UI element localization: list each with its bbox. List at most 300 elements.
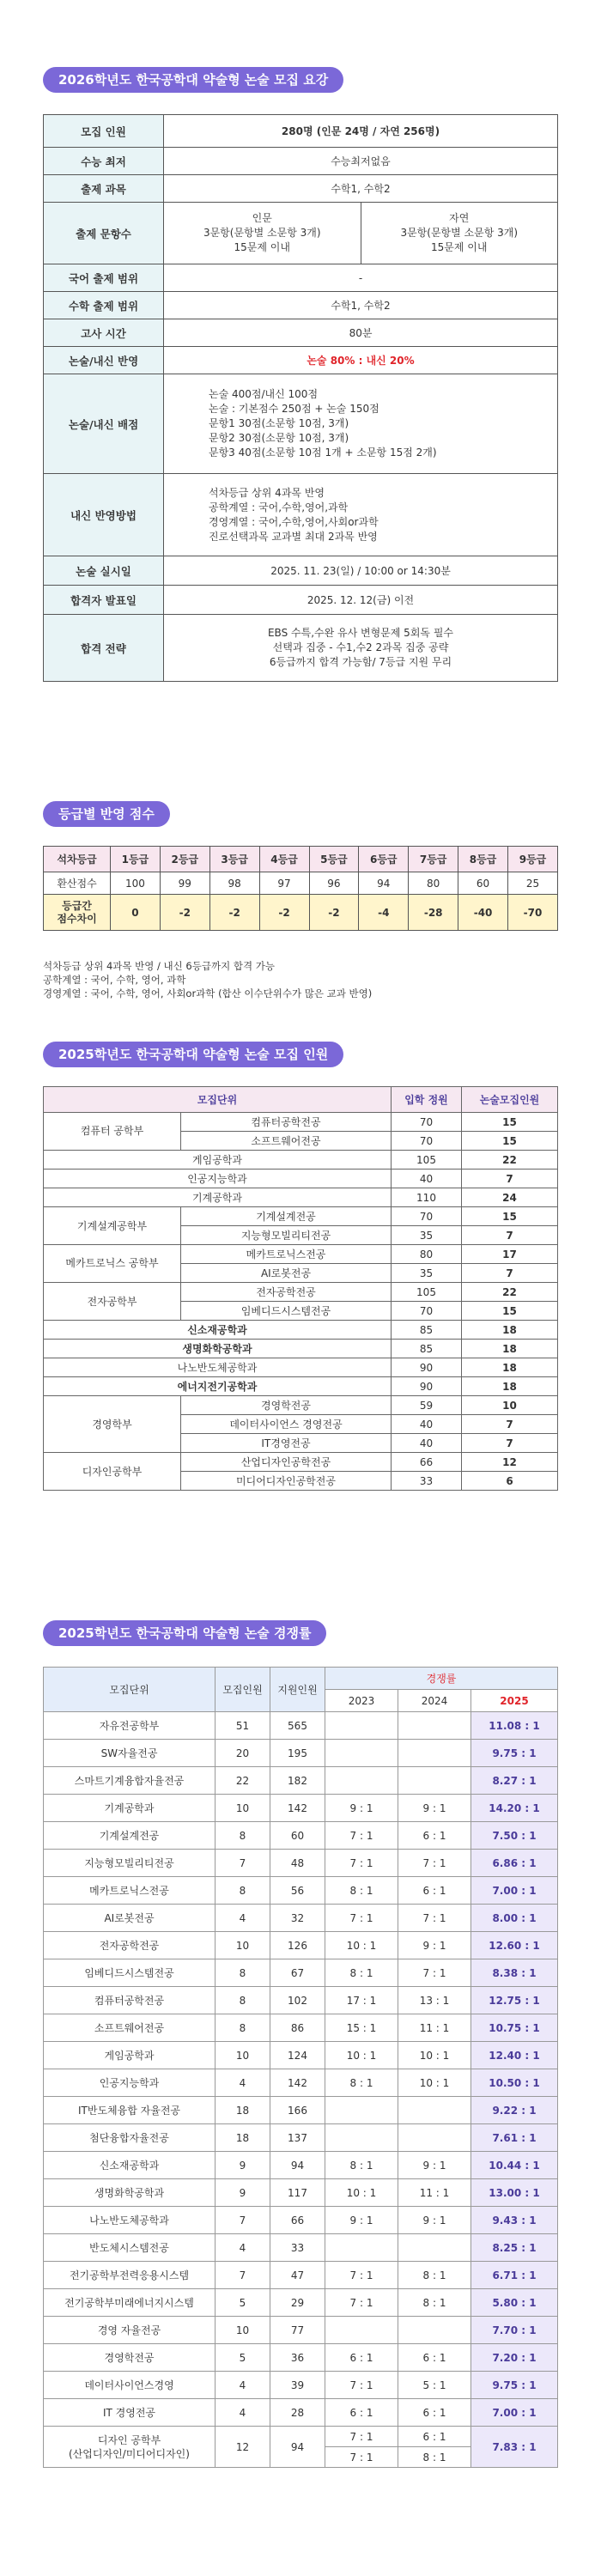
unit-cell: 미디어디자인공학전공: [181, 1472, 392, 1491]
comp-quota: 8: [216, 2014, 270, 2042]
capacity-cell: 105: [392, 1151, 462, 1170]
comp-unit: 자유전공학부: [44, 1712, 216, 1740]
comp-2024: 6 : 1: [398, 2344, 471, 2372]
essay-cell: 18: [462, 1377, 558, 1396]
grade-diff: -2: [309, 895, 359, 931]
unit-cell: 소프트웨어전공: [181, 1132, 392, 1151]
questions-human-title: 인문: [252, 212, 272, 224]
essay-cell: 7: [462, 1434, 558, 1453]
score-line: 문항2 30점(소문항 10점, 3개): [209, 432, 349, 444]
capacity-cell: 66: [392, 1453, 462, 1472]
diff-label-line1: 등급간: [62, 899, 92, 912]
comp-2025: 7.50 : 1: [471, 1822, 558, 1850]
capacity-cell: 33: [392, 1472, 462, 1491]
comp-2025: 7.00 : 1: [471, 2399, 558, 2427]
comp-apply: 47: [270, 2262, 325, 2289]
comp-quota: 4: [216, 1905, 270, 1932]
strategy-line: 6등급까지 합격 가능함/ 7등급 지원 무리: [269, 656, 452, 668]
method-label: 내신 반영방법: [44, 474, 164, 556]
section1-title: 2026학년도 한국공학대 약술형 논술 모집 요강: [43, 67, 343, 93]
grade-diff: -2: [209, 895, 259, 931]
essay-cell: 6: [462, 1472, 558, 1491]
diff-row-label: [44, 895, 111, 931]
method-line: 경영계열 : 국어,수학,영어,사회or과학: [209, 515, 379, 528]
comp-2025: 10.50 : 1: [471, 2069, 558, 2097]
grade-note: 공학계열 : 국어, 수학, 영어, 과학: [43, 974, 186, 986]
comp-apply: 142: [270, 1795, 325, 1822]
ratio-label: 논술/내신 반영: [44, 347, 164, 374]
comp-apply: 48: [270, 1850, 325, 1877]
comp-2023: [325, 2317, 398, 2344]
table-row: [44, 2207, 558, 2234]
comp-2024: [398, 2097, 471, 2124]
recruit-quota-table: [43, 1086, 558, 1491]
unit-cell: 인공지능학과: [44, 1170, 392, 1188]
capacity-cell: 110: [392, 1188, 462, 1207]
unit-cell: 게임공학과: [44, 1151, 392, 1170]
section3-title: 2025학년도 한국공학대 약술형 논술 모집 인원: [43, 1042, 343, 1067]
essay-cell: 12: [462, 1453, 558, 1472]
comp-2025: 10.75 : 1: [471, 2014, 558, 2042]
comp-unit: 경영 자율전공: [44, 2317, 216, 2344]
unit-cell: 생명화학공학과: [44, 1340, 392, 1358]
comp-2024: [398, 1767, 471, 1795]
table-row: [44, 2289, 558, 2317]
unit-cell: 신소재공학과: [44, 1321, 392, 1340]
section2-title: 등급별 반영 점수: [43, 801, 170, 827]
comp-2025: 9.75 : 1: [471, 1740, 558, 1767]
comp-2024: [398, 2124, 471, 2152]
group-cell: 기계설계공학부: [44, 1207, 181, 1245]
method-lines: [164, 474, 558, 556]
grade-diff: -4: [359, 895, 409, 931]
questions-nature: [361, 203, 558, 264]
comp-unit: 반도체시스템전공: [44, 2234, 216, 2262]
capacity-cell: 59: [392, 1396, 462, 1415]
comp-apply: 137: [270, 2124, 325, 2152]
comp-2023: 8 : 1: [325, 1959, 398, 1987]
score-lines: [164, 374, 558, 474]
grade-header: 2등급: [160, 847, 209, 872]
comp-apply: 124: [270, 2042, 325, 2069]
essay-cell: 7: [462, 1264, 558, 1283]
method-line: 석차등급 상위 4과목 반영: [209, 486, 325, 499]
comp-2023: 8 : 1: [325, 2152, 398, 2179]
essay-cell: 15: [462, 1113, 558, 1132]
score-line: 논술 : 기본점수 250점 + 논술 150점: [209, 403, 379, 415]
comp-2024: 9 : 1: [398, 1795, 471, 1822]
group-cell: 컴퓨터 공학부: [44, 1113, 181, 1151]
comp-quota: 10: [216, 2042, 270, 2069]
essay-cell: 7: [462, 1415, 558, 1434]
comp-apply: 126: [270, 1932, 325, 1959]
capacity-cell: 85: [392, 1321, 462, 1340]
unit-cell: IT경영전공: [181, 1434, 392, 1453]
comp-quota: 9: [216, 2152, 270, 2179]
comp-2023: 7 : 1: [325, 1822, 398, 1850]
comp-unit: 생명화학공학과: [44, 2179, 216, 2207]
grade-note: 석차등급 상위 4과목 반영 / 내신 6등급까지 합격 가능: [43, 960, 275, 972]
comp-quota: 10: [216, 1795, 270, 1822]
comp-quota: 7: [216, 2207, 270, 2234]
comp-unit: 지능형모빌리티전공: [44, 1850, 216, 1877]
table-row: [44, 1987, 558, 2014]
essay-cell: 17: [462, 1245, 558, 1264]
math-label: 수학 출제 범위: [44, 292, 164, 319]
questions-nature-line2: 15문제 이내: [431, 241, 488, 253]
grade-header: 8등급: [458, 847, 508, 872]
comp-2024: 5 : 1: [398, 2372, 471, 2399]
comp-unit: 데이터사이언스경영: [44, 2372, 216, 2399]
comp-unit: 신소재공학과: [44, 2152, 216, 2179]
comp-last-2024a: 6 : 1: [398, 2427, 471, 2447]
comp-2023: 7 : 1: [325, 1850, 398, 1877]
unit-cell: 메카트로닉스전공: [181, 1245, 392, 1264]
comp-2023: 17 : 1: [325, 1987, 398, 2014]
comp-apply: 77: [270, 2317, 325, 2344]
capacity-cell: 35: [392, 1264, 462, 1283]
table-row: [44, 1905, 558, 1932]
comp-unit: 기계설계전공: [44, 1822, 216, 1850]
comp-apply: 86: [270, 2014, 325, 2042]
comp-unit: 컴퓨터공학전공: [44, 1987, 216, 2014]
comp-last-2023b: 7 : 1: [325, 2447, 398, 2468]
capacity-cell: 70: [392, 1113, 462, 1132]
comp-quota: 10: [216, 1932, 270, 1959]
capacity-cell: 105: [392, 1283, 462, 1302]
strategy-line: EBS 수특,수완 유사 변형문제 5회독 필수: [267, 627, 454, 639]
group-cell: 전자공학부: [44, 1283, 181, 1321]
capacity-cell: 35: [392, 1226, 462, 1245]
questions-human-line2: 15문제 이내: [234, 241, 290, 253]
comp-2024: 7 : 1: [398, 1850, 471, 1877]
comp-unit: 전기공학부전력응용시스템: [44, 2262, 216, 2289]
announce-value: 2025. 12. 12(금) 이전: [164, 586, 558, 615]
comp-quota: 4: [216, 2234, 270, 2262]
grade-header: 5등급: [309, 847, 359, 872]
grade-score: 94: [359, 872, 409, 895]
essay-cell: 15: [462, 1207, 558, 1226]
grade-score: 25: [508, 872, 558, 895]
score-line: 논술 400점/내신 100점: [209, 388, 319, 400]
table-row: [44, 2152, 558, 2179]
comp-quota: 4: [216, 2399, 270, 2427]
table-row: [44, 2344, 558, 2372]
comp-2023: 7 : 1: [325, 2372, 398, 2399]
comp-2025: 7.70 : 1: [471, 2317, 558, 2344]
comp-2024: 10 : 1: [398, 2069, 471, 2097]
essay-cell: 15: [462, 1302, 558, 1321]
comp-apply: 102: [270, 1987, 325, 2014]
suneung-value: 수능최저없음: [164, 148, 558, 175]
grade-header: 7등급: [409, 847, 458, 872]
comp-2025: 9.43 : 1: [471, 2207, 558, 2234]
comp-2024: [398, 2317, 471, 2344]
questions-human-line1: 3문항(문항별 소문항 3개): [203, 227, 321, 239]
grade-header: 6등급: [359, 847, 409, 872]
comp-unit: 나노반도체공학과: [44, 2207, 216, 2234]
table-row: [44, 2042, 558, 2069]
unit-cell: 기계공학과: [44, 1188, 392, 1207]
questions-nature-line1: 3문항(문항별 소문항 3개): [400, 227, 519, 239]
comp-quota: 18: [216, 2124, 270, 2152]
time-value: 80분: [164, 319, 558, 347]
table-row: [44, 1959, 558, 1987]
capacity-cell: 85: [392, 1340, 462, 1358]
comp-2023: [325, 1767, 398, 1795]
comp-last-2025: 7.83 : 1: [471, 2427, 558, 2468]
comp-unit: SW자율전공: [44, 1740, 216, 1767]
table-row: [44, 2124, 558, 2152]
questions-label: 출제 문항수: [44, 203, 164, 264]
comp-apply: 166: [270, 2097, 325, 2124]
method-line: 진로선택과목 교과별 최대 2과목 반영: [209, 530, 378, 543]
ratio-value: 논술 80% : 내신 20%: [164, 347, 558, 374]
unit-cell: 지능형모빌리티전공: [181, 1226, 392, 1245]
comp-apply: 142: [270, 2069, 325, 2097]
comp-2024: 10 : 1: [398, 2042, 471, 2069]
comp-apply: 182: [270, 1767, 325, 1795]
grade-note: 경영계열 : 국어, 수학, 영어, 사회or과학 (합산 이수단위수가 많은 교과 반영): [43, 987, 373, 999]
capacity-cell: 70: [392, 1207, 462, 1226]
comp-2025: 8.38 : 1: [471, 1959, 558, 1987]
capacity-cell: 40: [392, 1434, 462, 1453]
table-row: [44, 2262, 558, 2289]
comp-quota: 20: [216, 1740, 270, 1767]
comp-apply: 28: [270, 2399, 325, 2427]
quota-header-unit: 모집단위: [44, 1087, 392, 1113]
comp-unit: 임베디드시스템전공: [44, 1959, 216, 1987]
comp-apply: 94: [270, 2152, 325, 2179]
comp-unit: AI로봇전공: [44, 1905, 216, 1932]
comp-2023: [325, 2097, 398, 2124]
math-value: 수학1, 수학2: [164, 292, 558, 319]
grade-score: 60: [458, 872, 508, 895]
comp-unit: IT 경영전공: [44, 2399, 216, 2427]
grade-score: 80: [409, 872, 458, 895]
diff-label-line2: 점수차이: [57, 912, 97, 925]
comp-quota: 8: [216, 1959, 270, 1987]
comp-last-apply: 94: [270, 2427, 325, 2468]
comp-unit: 경영학전공: [44, 2344, 216, 2372]
comp-2024: 8 : 1: [398, 2262, 471, 2289]
comp-quota: 18: [216, 2097, 270, 2124]
comp-2025: 12.60 : 1: [471, 1932, 558, 1959]
unit-cell: AI로봇전공: [181, 1264, 392, 1283]
comp-apply: 67: [270, 1959, 325, 1987]
comp-2023: 15 : 1: [325, 2014, 398, 2042]
comp-unit: 전자공학전공: [44, 1932, 216, 1959]
comp-2023: 6 : 1: [325, 2344, 398, 2372]
method-line: 공학계열 : 국어,수학,영어,과학: [209, 501, 349, 513]
competition-table: [43, 1667, 558, 2468]
comp-quota: 10: [216, 2317, 270, 2344]
comp-2023: 6 : 1: [325, 2399, 398, 2427]
grade-diff: -28: [409, 895, 458, 931]
grade-diff: -2: [259, 895, 309, 931]
essay-cell: 15: [462, 1132, 558, 1151]
table-row: [44, 2317, 558, 2344]
comp-last-quota: 12: [216, 2427, 270, 2468]
comp-quota: 7: [216, 1850, 270, 1877]
comp-2024: 6 : 1: [398, 2399, 471, 2427]
unit-cell: 에너지전기공학과: [44, 1377, 392, 1396]
comp-2023: [325, 2124, 398, 2152]
comp-last-2024b: 8 : 1: [398, 2447, 471, 2468]
table-row: [44, 1822, 558, 1850]
grade-notes: [43, 959, 372, 1000]
comp-unit: 전기공학부미래에너지시스템: [44, 2289, 216, 2317]
comp-unit: 기계공학과: [44, 1795, 216, 1822]
quota-header-essay: 논술모집인원: [462, 1087, 558, 1113]
exam-date-value: 2025. 11. 23(일) / 10:00 or 14:30분: [164, 556, 558, 586]
comp-2025: 12.75 : 1: [471, 1987, 558, 2014]
comp-2023: 7 : 1: [325, 2262, 398, 2289]
comp-2025: 13.00 : 1: [471, 2179, 558, 2207]
unit-cell: 경영학전공: [181, 1396, 392, 1415]
suneung-label: 수능 최저: [44, 148, 164, 175]
comp-apply: 29: [270, 2289, 325, 2317]
unit-cell: 컴퓨터공학전공: [181, 1113, 392, 1132]
comp-2025: 8.00 : 1: [471, 1905, 558, 1932]
comp-apply: 39: [270, 2372, 325, 2399]
comp-apply: 32: [270, 1905, 325, 1932]
comp-2023: [325, 1740, 398, 1767]
comp-apply: 66: [270, 2207, 325, 2234]
comp-apply: 117: [270, 2179, 325, 2207]
comp-apply: 565: [270, 1712, 325, 1740]
grade-diff: -70: [508, 895, 558, 931]
comp-2023: 9 : 1: [325, 1795, 398, 1822]
capacity-cell: 70: [392, 1302, 462, 1321]
comp-2025: 6.86 : 1: [471, 1850, 558, 1877]
comp-2025: 7.61 : 1: [471, 2124, 558, 2152]
essay-cell: 24: [462, 1188, 558, 1207]
comp-2023: [325, 1712, 398, 1740]
comp-2024: 9 : 1: [398, 2207, 471, 2234]
section4-title: 2025학년도 한국공학대 약술형 논술 경쟁률: [43, 1620, 326, 1646]
table-row: [44, 2179, 558, 2207]
comp-2023: 10 : 1: [325, 2179, 398, 2207]
unit-cell: 임베디드시스템전공: [181, 1302, 392, 1321]
comp-quota: 51: [216, 1712, 270, 1740]
grade-header: 1등급: [111, 847, 161, 872]
table-row: [44, 1932, 558, 1959]
comp-2023: 8 : 1: [325, 2069, 398, 2097]
comp-2024: 6 : 1: [398, 1822, 471, 1850]
comp-2024: 11 : 1: [398, 2179, 471, 2207]
table-row: [44, 2069, 558, 2097]
table-row: [44, 1877, 558, 1905]
questions-human: [164, 203, 361, 264]
comp-last-unit-line2: (산업디자인/미디어디자인): [69, 2447, 190, 2460]
recruit-label: 모집 인원: [44, 115, 164, 148]
competition-rows: [44, 1712, 558, 2427]
comp-2025: 5.80 : 1: [471, 2289, 558, 2317]
comp-last-2023a: 7 : 1: [325, 2427, 398, 2447]
comp-2023: 7 : 1: [325, 1905, 398, 1932]
capacity-cell: 80: [392, 1245, 462, 1264]
time-label: 고사 시간: [44, 319, 164, 347]
comp-unit: IT반도체융합 자율전공: [44, 2097, 216, 2124]
comp-quota: 8: [216, 1822, 270, 1850]
comp-unit: 스마트기계융합자율전공: [44, 1767, 216, 1795]
exam-date-label: 논술 실시일: [44, 556, 164, 586]
essay-cell: 18: [462, 1340, 558, 1358]
table-row: [44, 1767, 558, 1795]
comp-header-2023: 2023: [325, 1690, 398, 1712]
comp-2024: 13 : 1: [398, 1987, 471, 2014]
comp-unit: 첨단융합자율전공: [44, 2124, 216, 2152]
essay-cell: 7: [462, 1226, 558, 1245]
grade-score: 98: [209, 872, 259, 895]
comp-last-unit-line1: 디자인 공학부: [97, 2433, 161, 2446]
essay-cell: 7: [462, 1170, 558, 1188]
strategy-lines: [164, 615, 558, 682]
comp-2025: 9.75 : 1: [471, 2372, 558, 2399]
unit-cell: 산업디자인공학전공: [181, 1453, 392, 1472]
essay-cell: 10: [462, 1396, 558, 1415]
comp-header-2024: 2024: [398, 1690, 471, 1712]
comp-2024: 9 : 1: [398, 2152, 471, 2179]
grade-score: 96: [309, 872, 359, 895]
comp-2024: 8 : 1: [398, 2289, 471, 2317]
comp-quota: 5: [216, 2344, 270, 2372]
announce-label: 합격자 발표일: [44, 586, 164, 615]
comp-apply: 195: [270, 1740, 325, 1767]
comp-2023: 8 : 1: [325, 1877, 398, 1905]
admission-guide-table: [43, 114, 558, 682]
comp-apply: 60: [270, 1822, 325, 1850]
essay-cell: 22: [462, 1283, 558, 1302]
unit-cell: 데이터사이언스 경영전공: [181, 1415, 392, 1434]
comp-2024: 7 : 1: [398, 1959, 471, 1987]
grade-diff: -2: [160, 895, 209, 931]
comp-2024: 11 : 1: [398, 2014, 471, 2042]
subjects-value: 수학1, 수학2: [164, 175, 558, 203]
comp-header-quota: 모집인원: [216, 1668, 270, 1712]
score-line: 문항3 40점(소문항 10점 1개 + 소문항 15점 2개): [209, 447, 437, 459]
grade-header: 4등급: [259, 847, 309, 872]
comp-header-rate: 경쟁률: [325, 1668, 558, 1690]
comp-apply: 36: [270, 2344, 325, 2372]
comp-2024: [398, 1712, 471, 1740]
score-label: 논술/내신 배점: [44, 374, 164, 474]
comp-quota: 5: [216, 2289, 270, 2317]
comp-2025: 6.71 : 1: [471, 2262, 558, 2289]
essay-cell: 22: [462, 1151, 558, 1170]
comp-2023: 7 : 1: [325, 2289, 398, 2317]
korean-value: -: [164, 264, 558, 292]
comp-header-unit: 모집단위: [44, 1668, 216, 1712]
korean-label: 국어 출제 범위: [44, 264, 164, 292]
group-cell: 디자인공학부: [44, 1453, 181, 1491]
grade-score: 100: [111, 872, 161, 895]
comp-quota: 8: [216, 1877, 270, 1905]
comp-2023: [325, 2234, 398, 2262]
comp-quota: 4: [216, 2069, 270, 2097]
unit-cell: 전자공학전공: [181, 1283, 392, 1302]
comp-2024: 6 : 1: [398, 1877, 471, 1905]
unit-cell: 나노반도체공학과: [44, 1358, 392, 1377]
comp-unit: 소프트웨어전공: [44, 2014, 216, 2042]
comp-quota: 8: [216, 1987, 270, 2014]
comp-2025: 11.08 : 1: [471, 1712, 558, 1740]
comp-unit: 인공지능학과: [44, 2069, 216, 2097]
essay-cell: 18: [462, 1321, 558, 1340]
comp-2023: 10 : 1: [325, 1932, 398, 1959]
comp-quota: 4: [216, 2372, 270, 2399]
